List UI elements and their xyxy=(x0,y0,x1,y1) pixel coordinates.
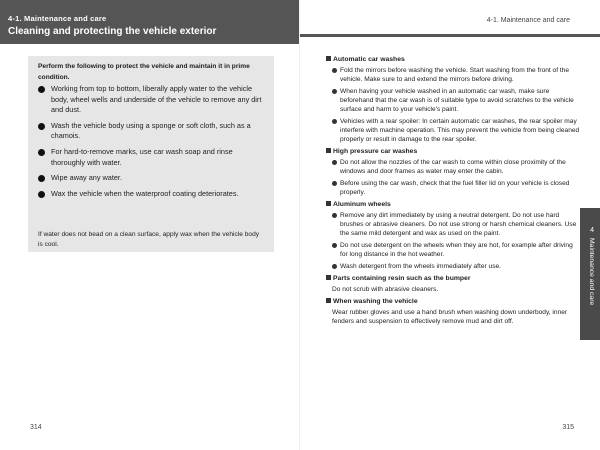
bullet-icon xyxy=(332,160,337,165)
square-bullet-icon xyxy=(326,148,331,153)
list-item: Wash detergent from the wheels immediately after use. xyxy=(326,262,582,271)
procedure-box xyxy=(28,56,274,252)
bullet-icon xyxy=(332,119,337,124)
list-item: Do not use detergent on the wheels when they are hot, for example after driving for long distance in the hot weather. xyxy=(326,241,582,259)
bullet-icon xyxy=(38,123,45,130)
bullet-icon xyxy=(38,86,45,93)
list-item: Before using the car wash, check that the fuel filler lid on your vehicle is closed properly. xyxy=(326,179,582,197)
section-label-right: 4-1. Maintenance and care xyxy=(486,17,570,24)
list-item: Fold the mirrors before washing the vehicle. Start washing from the front of the vehicle. Make sure to and extend the mirrors before driving. xyxy=(326,66,582,84)
bullet-icon xyxy=(332,68,337,73)
header-rule xyxy=(300,34,600,37)
bullet-icon xyxy=(332,89,337,94)
bullet-icon xyxy=(332,213,337,218)
page-number-right: 315 xyxy=(562,424,574,431)
procedure-list xyxy=(38,84,266,204)
list-item: Wipe away any water. xyxy=(38,173,266,184)
right-content xyxy=(326,52,582,329)
list-item: Vehicles with a rear spoiler: In certain automatic car washes, the rear spoiler may interfere with machine operation. This may prevent the vehicle from being cleaned properly or result in damage to the rear spoiler. xyxy=(326,117,582,144)
square-bullet-icon xyxy=(326,298,331,303)
page-title: Cleaning and protecting the vehicle exterior xyxy=(8,26,217,37)
bullet-icon xyxy=(332,181,337,186)
wax-note: If water does not bead on a clean surface, apply wax when the vehicle body is cool. xyxy=(38,231,260,248)
chapter-label: Maintenance and care xyxy=(588,238,595,306)
heading-high-pressure: High pressure car washes xyxy=(326,147,582,156)
square-bullet-icon xyxy=(326,275,331,280)
heading-aluminum-wheels: Aluminum wheels xyxy=(326,200,582,209)
list-item: When having your vehicle washed in an automatic car wash, make sure beforehand that the car wash is of suitable type to avoid scratches to the vehicle surface and harm to your vehicle's paint. xyxy=(326,87,582,114)
bullet-icon xyxy=(332,243,337,248)
right-page xyxy=(300,0,600,450)
list-item: Working from top to bottom, liberally apply water to the vehicle body, wheel wells and underside of the vehicle to remove any dirt and dust. xyxy=(38,84,266,116)
bullet-icon xyxy=(38,149,45,156)
bullet-icon xyxy=(332,264,337,269)
section-label: 4-1. Maintenance and care xyxy=(8,14,107,23)
page-number-left: 314 xyxy=(30,424,42,431)
when-washing-text: Wear rubber gloves and use a hand brush when washing down underbody, inner fenders and suspension to effectively remove mud and dirt off. xyxy=(332,309,568,325)
header-bar xyxy=(0,0,300,44)
list-item: Do not allow the nozzles of the car wash to come within close proximity of the windows and door frames as water may enter the cabin. xyxy=(326,158,582,176)
list-item: Remove any dirt immediately by using a neutral detergent. Do not use hard brushes or abrasive cleaners. Do not use strong or harsh chemical cleaners. Use the same mild detergent and wax as used on the paint. xyxy=(326,211,582,238)
square-bullet-icon xyxy=(326,201,331,206)
heading-resin-parts: Parts containing resin such as the bumper xyxy=(326,274,582,283)
list-item: Wash the vehicle body using a sponge or soft cloth, such as a chamois. xyxy=(38,121,266,142)
intro-text: Perform the following to protect the vehicle and maintain it in prime condition. xyxy=(38,63,250,81)
square-bullet-icon xyxy=(326,56,331,61)
resin-text: Do not scrub with abrasive cleaners. xyxy=(332,286,439,293)
heading-automatic-car-washes: Automatic car washes xyxy=(326,55,582,64)
chapter-number: 4 xyxy=(590,227,594,234)
heading-when-washing: When washing the vehicle xyxy=(326,297,582,306)
list-item: For hard-to-remove marks, use car wash soap and rinse thoroughly with water. xyxy=(38,147,266,168)
bullet-icon xyxy=(38,191,45,198)
list-item: Wax the vehicle when the waterproof coating deteriorates. xyxy=(38,189,266,200)
bullet-icon xyxy=(38,175,45,182)
